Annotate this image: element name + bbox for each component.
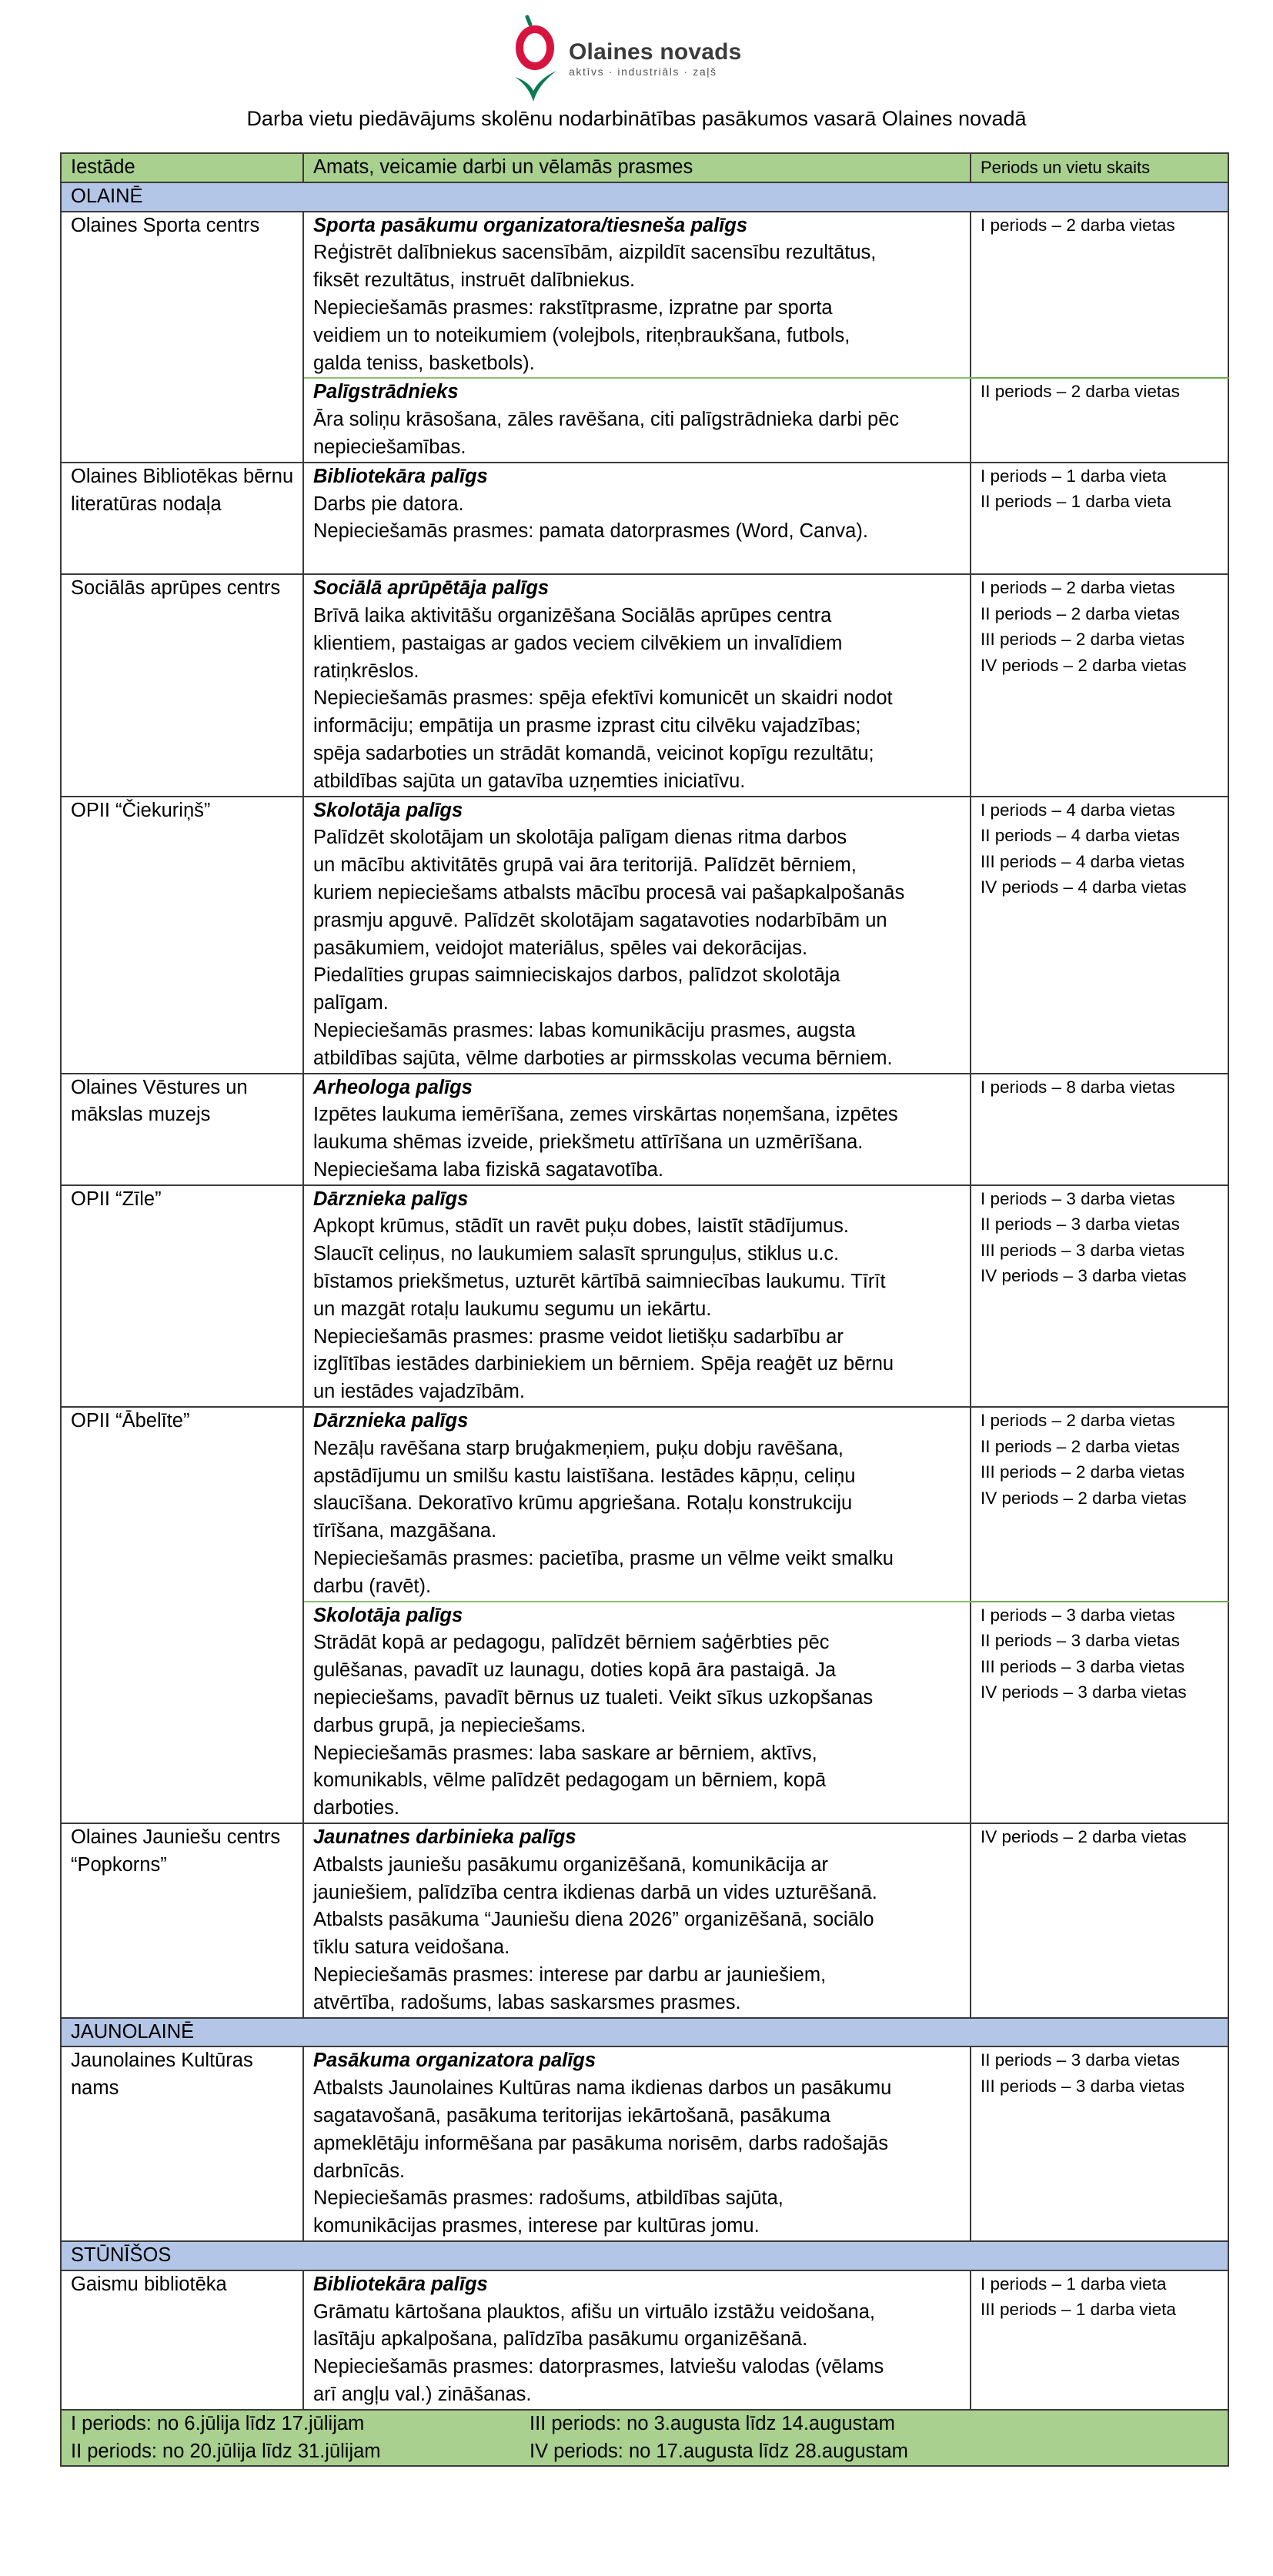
position-cell [303, 1823, 971, 2018]
position-description-line: Nepieciešama laba fiziskā sagatavotība. [313, 1158, 664, 1181]
period-slot: III periods – 3 darba vietas [981, 1240, 1185, 1260]
logo-slogan: aktīvs · industriāls · zaļš [569, 65, 717, 78]
period-slot: II periods – 2 darba vietas [981, 603, 1180, 623]
position-title: Arheologa palīgs [313, 1076, 473, 1098]
institution-name: Olaines Jauniešu centrs “Popkorns” [61, 1823, 303, 2018]
position-description-line: apmeklētāju informēšana par pasākuma norisēm, darbs radošajās [313, 2132, 888, 2154]
logo-mark-icon [512, 14, 558, 105]
position-cell [303, 797, 971, 1074]
position-description-line: fiksēt rezultātus, instruēt dalībniekus. [313, 269, 636, 292]
period-slot: II periods – 3 darba vietas [981, 2050, 1180, 2070]
olaines-novads-logo [512, 14, 766, 105]
position-description-line: Nepieciešamās prasmes: datorprasmes, latviešu valodas (vēlams [313, 2356, 884, 2378]
period-slot: III periods – 3 darba vietas [981, 2076, 1185, 2096]
region-row [61, 2018, 1228, 2047]
region-name: JAUNOLAINĒ [61, 2018, 1228, 2047]
position-description-line: Atbalsts jauniešu pasākumu organizēšanā, komunikācija ar [313, 1853, 829, 1876]
table-row [61, 1185, 1228, 1407]
position-description-line: gulēšanas, pavadīt uz launagu, doties kopā āra pastaigā. Ja [313, 1659, 837, 1682]
position-description-line: Nepieciešamās prasmes: labas komunikāciju prasmes, augsta [313, 1019, 856, 1041]
position-description-line: Strādāt kopā ar pedagogu, palīdzēt bērniem saģērbties pēc [313, 1632, 830, 1654]
position-description-line: jauniešiem, palīdzība centra ikdienas darbā un vides uzturēšanā. [313, 1881, 877, 1903]
position-description-line: un iestādes vajadzībām. [313, 1381, 525, 1403]
period-slot: IV periods – 4 darba vietas [981, 877, 1187, 897]
position-description-line: Atbalsts Jaunolaines Kultūras nama ikdienas darbos un pasākumu [313, 2077, 892, 2100]
position-description-line: informāciju; empātija un prasme izprast citu cilvēku vajadzības; [313, 715, 861, 737]
position-description-line: veidiem un to noteikumiem (volejbols, riteņbraukšana, futbols, [313, 324, 850, 346]
periods-cell [971, 1074, 1228, 1185]
position-description-line: galda teniss, basketbols). [313, 352, 535, 374]
position-description-line: Piedalīties grupas saimnieciskajos darbos, palīdzot skolotāja [313, 964, 840, 987]
position-title: Skolotāja palīgs [313, 1604, 463, 1626]
position-description-line: Nepieciešamās prasmes: pacietība, prasme un vēlme veikt smalku [313, 1548, 894, 1570]
position-cell [303, 463, 971, 574]
period-slot: I periods – 3 darba vietas [981, 1605, 1175, 1625]
position-cell [303, 1602, 971, 1823]
table-row [61, 574, 1228, 796]
position-description-line: Nepieciešamās prasmes: spēja efektīvi komunicēt un skaidri nodot [313, 687, 893, 710]
periods-cell [971, 378, 1228, 462]
table-body [61, 182, 1228, 2410]
table-row [61, 212, 1228, 379]
period-slot: II periods – 2 darba vietas [981, 1436, 1180, 1456]
position-title: Jaunatnes darbinieka palīgs [313, 1826, 576, 1849]
institution-name: Olaines Vēstures un mākslas muzejs [61, 1074, 303, 1185]
position-description-line: Nezāļu ravēšana starp bruģakmeņiem, puķu dobju ravēšana, [313, 1437, 844, 1459]
position-description-line: Reģistrēt dalībniekus sacensībām, aizpildīt sacensību rezultātus, [313, 242, 877, 264]
position-description-line: un mazgāt rotaļu laukumu segumu un iekārtu. [313, 1298, 712, 1320]
period-slot: I periods – 2 darba vietas [981, 1411, 1175, 1431]
institution-name: OPII “Ābelīte” [61, 1407, 303, 1823]
table-row [61, 797, 1228, 1074]
period-slot: IV periods – 2 darba vietas [981, 1827, 1187, 1847]
table-row [61, 2046, 1228, 2241]
position-cell [303, 1074, 971, 1185]
position-title: Palīgstrādnieks [313, 381, 459, 403]
position-description-line: Āra soliņu krāsošana, zāles ravēšana, citi palīgstrādnieka darbi pēc [313, 409, 900, 431]
position-description-line: komunikabls, vēlme palīdzēt pedagogam un bērniem, kopā [313, 1769, 827, 1792]
periods-cell [971, 1602, 1228, 1823]
position-description-line: darbus grupā, ja nepieciešams. [313, 1714, 586, 1736]
periods-cell [971, 2046, 1228, 2241]
position-description-line: atbildības sajūta un gatavība uzņemties iniciatīvu. [313, 770, 746, 792]
position-description-line: Atbalsts pasākuma “Jauniešu diena 2026” organizēšanā, sociālo [313, 1909, 874, 1931]
table-row [61, 1074, 1228, 1185]
position-cell [303, 212, 971, 379]
document-title: Darba vietu piedāvājums skolēnu nodarbinātības pasākumos vasarā Olaines novadā [246, 107, 1027, 130]
period-slot: III periods – 2 darba vietas [981, 1462, 1185, 1482]
period-slot: II periods – 2 darba vietas [981, 382, 1180, 402]
position-description-line: ratiņkrēslos. [313, 660, 419, 682]
position-cell [303, 2270, 971, 2410]
position-description-line: prasmju apguvē. Palīdzēt skolotājam sagatavoties nodarbībām un [313, 909, 887, 931]
period-legend-item: III periods: no 3.augusta līdz 14.augustam [530, 2412, 895, 2434]
cell-spacer [313, 546, 962, 573]
position-description-line: darboties. [313, 1797, 399, 1819]
position-description-line: Brīvā laika aktivitāšu organizēšana Sociālās aprūpes centra [313, 604, 832, 626]
table-row [61, 2270, 1228, 2410]
position-description-line: atbildības sajūta, vēlme darboties ar pirmsskolas vecuma bērniem. [313, 1047, 893, 1069]
position-title: Dārznieka palīgs [313, 1410, 469, 1432]
region-name: STŪNĪŠOS [61, 2241, 1228, 2270]
column-header-position: Amats, veicamie darbi un vēlamās prasmes [303, 153, 971, 182]
position-description-line: Nepieciešamās prasmes: prasme veidot lietišķu sadarbību ar [313, 1325, 844, 1348]
position-title: Sporta pasākumu organizatora/tiesneša palīgs [313, 214, 748, 236]
position-cell [303, 2046, 971, 2241]
position-title: Bibliotekāra palīgs [313, 465, 488, 487]
position-title: Sociālā aprūpētāja palīgs [313, 577, 550, 600]
period-slot: IV periods – 3 darba vietas [981, 1266, 1187, 1286]
period-slot: IV periods – 3 darba vietas [981, 1682, 1187, 1702]
institution-name: OPII “Čiekuriņš” [61, 797, 303, 1074]
table-row [61, 1823, 1228, 2018]
periods-cell [971, 2270, 1228, 2410]
position-description-line: darbu (ravēt). [313, 1575, 432, 1597]
period-slot: II periods – 3 darba vietas [981, 1214, 1180, 1235]
table-row [61, 1407, 1228, 1602]
period-legend-item: I periods: no 6.jūlija līdz 17.jūlijam [71, 2412, 365, 2434]
logo-name: Olaines novads [569, 39, 742, 65]
institution-name: Jaunolaines Kultūras nams [61, 2046, 303, 2241]
position-description-line: nepieciešamības. [313, 436, 466, 458]
position-description-line: lasītāju apkalpošana, palīdzība pasākumu organizēšanā. [313, 2328, 808, 2350]
position-description-line: Palīdzēt skolotājam un skolotāja palīgam dienas ritma darbos [313, 827, 847, 849]
periods-cell [971, 1823, 1228, 2018]
period-slot: I periods – 2 darba vietas [981, 578, 1175, 598]
period-slot: III periods – 3 darba vietas [981, 1656, 1185, 1676]
table-row [61, 463, 1228, 574]
position-description-line: komunikācijas prasmes, interese par kultūras jomu. [313, 2215, 760, 2237]
region-row [61, 182, 1228, 212]
period-slot: III periods – 4 darba vietas [981, 851, 1185, 871]
period-legend-row [61, 2410, 1228, 2467]
position-description-line: Apkopt krūmus, stādīt un ravēt puķu dobes, laistīt stādījumus. [313, 1215, 849, 1238]
period-slot: III periods – 1 darba vieta [981, 2300, 1176, 2320]
period-slot: IV periods – 2 darba vietas [981, 1488, 1187, 1508]
period-slot: I periods – 8 darba vietas [981, 1077, 1175, 1097]
position-description-line: klientiem, pastaigas ar gados veciem cilvēkiem un invalīdiem [313, 632, 843, 654]
position-cell [303, 378, 971, 462]
period-slot: I periods – 1 darba vieta [981, 466, 1167, 486]
periods-cell [971, 797, 1228, 1074]
institution-name: Olaines Sporta centrs [61, 212, 303, 463]
position-description-line: Nepieciešamās prasmes: interese par darbu ar jauniešiem, [313, 1964, 827, 1986]
period-slot: I periods – 4 darba vietas [981, 800, 1175, 820]
position-description-line: Grāmatu kārtošana plauktos, afišu un virtuālo izstāžu veidošana, [313, 2300, 875, 2323]
period-legend-item: IV periods: no 17.augusta līdz 28.augustam [530, 2440, 908, 2462]
periods-cell [971, 574, 1228, 796]
position-description-line: nepieciešams, pavadīt bērnus uz tualeti. Veikt sīkus uzkopšanas [313, 1687, 874, 1709]
period-slot: IV periods – 2 darba vietas [981, 655, 1187, 675]
position-description-line: arī angļu val.) zināšanas. [313, 2383, 532, 2405]
period-slot: I periods – 2 darba vietas [981, 215, 1175, 235]
position-description-line: sagatavošanā, pasākuma teritorijas iekārtošanā, pasākuma [313, 2104, 830, 2127]
position-description-line: palīgam. [313, 992, 389, 1014]
position-description-line: spēja sadarboties un strādāt komandā, veicinot kopīgu rezultātu; [313, 742, 874, 764]
position-description-line: Nepieciešamās prasmes: radošums, atbildības sajūta, [313, 2187, 784, 2210]
period-slot: II periods – 1 darba vieta [981, 492, 1171, 512]
position-cell [303, 574, 971, 796]
periods-cell [971, 212, 1228, 379]
position-description-line: Darbs pie datora. [313, 493, 464, 515]
column-header-periods: Periods un vietu skaits [971, 153, 1228, 182]
periods-cell [971, 1407, 1228, 1602]
table-header-row [61, 153, 1228, 182]
periods-cell [971, 1185, 1228, 1407]
periods-cell [971, 463, 1228, 574]
position-title: Pasākuma organizatora palīgs [313, 2050, 596, 2072]
position-description-line: tīrīšana, mazgāšana. [313, 1520, 497, 1542]
period-legend [61, 2410, 1228, 2467]
region-name: OLAINĒ [61, 182, 1228, 212]
position-description-line: kuriem nepieciešams atbalsts mācību procesā vai pašapkalpošanās [313, 881, 905, 904]
position-title: Dārznieka palīgs [313, 1188, 469, 1210]
position-cell [303, 1185, 971, 1407]
period-slot: II periods – 4 darba vietas [981, 826, 1180, 846]
position-description-line: un mācību aktivitātēs grupā vai āra teritorijā. Palīdzēt bērniem, [313, 854, 857, 877]
region-row [61, 2241, 1228, 2270]
position-description-line: izglītības iestādes darbiniekiem un bērniem. Spēja reaģēt uz bērnu [313, 1353, 894, 1375]
position-cell [303, 1407, 971, 1602]
position-title: Bibliotekāra palīgs [313, 2273, 488, 2295]
job-offers-table [60, 152, 1229, 2467]
position-description-line: laukuma shēmas izveide, priekšmetu attīrīšana un uzmērīšana. [313, 1131, 864, 1154]
position-description-line: Izpētes laukuma iemērīšana, zemes virskārtas noņemšana, izpētes [313, 1104, 898, 1126]
period-slot: II periods – 3 darba vietas [981, 1631, 1180, 1651]
period-slot: I periods – 1 darba vieta [981, 2274, 1167, 2294]
position-description-line: atvērtība, radošums, labas saskarsmes prasmes. [313, 1991, 741, 2013]
position-description-line: slaucīšana. Dekoratīvo krūmu apgriešana. Rotaļu konstrukciju [313, 1492, 853, 1515]
period-slot: III periods – 2 darba vietas [981, 630, 1185, 650]
institution-name: Gaismu bibliotēka [61, 2270, 303, 2410]
position-title: Skolotāja palīgs [313, 799, 463, 821]
period-slot: I periods – 3 darba vietas [981, 1188, 1175, 1208]
position-description-line: Nepieciešamās prasmes: laba saskare ar bērniem, aktīvs, [313, 1742, 817, 1764]
position-description-line: pasākumiem, veidojot materiālus, spēles vai dekorācijas. [313, 937, 808, 959]
institution-name: Sociālās aprūpes centrs [61, 574, 303, 796]
institution-name: OPII “Zīle” [61, 1185, 303, 1407]
column-header-institution: Iestāde [61, 153, 303, 182]
position-description-line: darbnīcās. [313, 2160, 406, 2182]
position-description-line: apstādījumu un smilšu kastu laistīšana. Iestādes kāpņu, celiņu [313, 1465, 856, 1487]
period-legend-item: II periods: no 20.jūlija līdz 31.jūlijam [71, 2440, 381, 2462]
institution-name: Olaines Bibliotēkas bērnu literatūras nodaļa [61, 463, 303, 574]
position-description-line: Slaucīt celiņus, no laukumiem salasīt sprunguļus, stiklus u.c. [313, 1243, 840, 1265]
position-description-line: tīklu satura veidošana. [313, 1936, 510, 1959]
position-description-line: Nepieciešamās prasmes: pamata datorprasmes (Word, Canva). [313, 520, 868, 543]
position-description-line: bīstamos priekšmetus, uzturēt kārtībā saimniecības laukumu. Tīrīt [313, 1271, 886, 1293]
position-description-line: Nepieciešamās prasmes: rakstītprasme, izpratne par sporta [313, 296, 833, 319]
